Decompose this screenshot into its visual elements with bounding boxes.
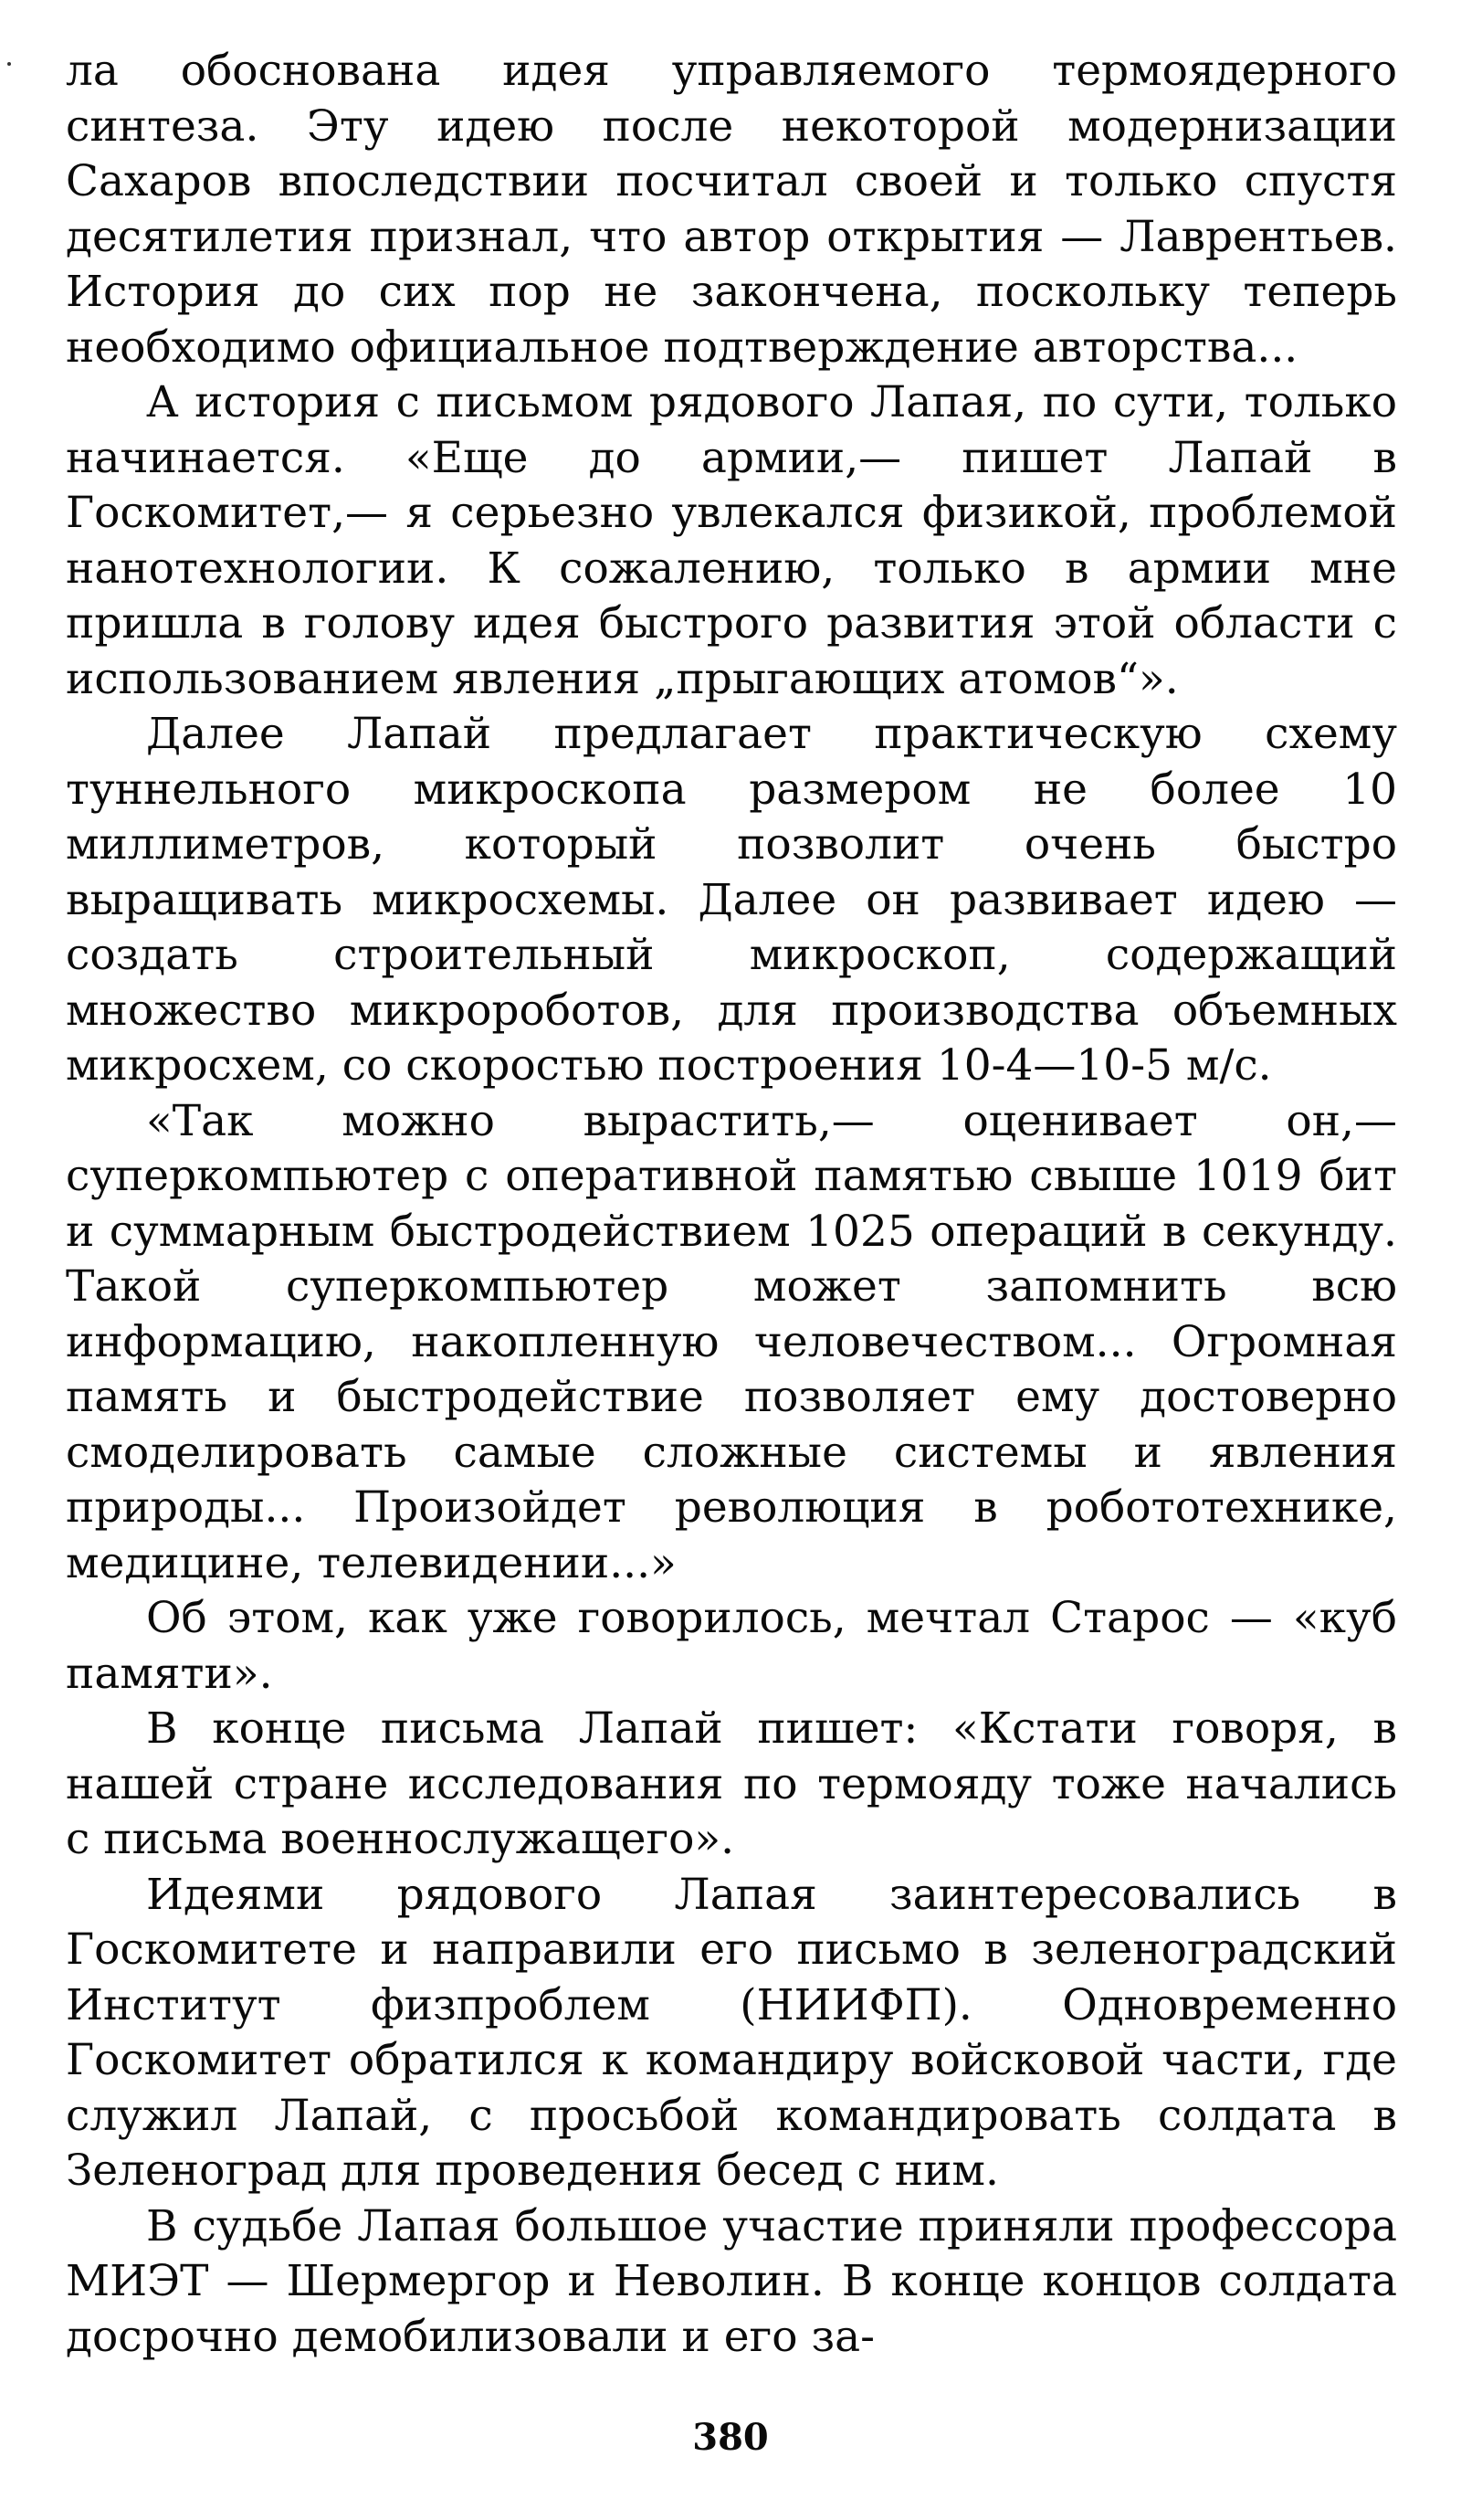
paragraph-7: Идеями рядового Лапая заинтересовались в Госкомитете и направили его письмо в зеленоградский Институт физпроблем (НИИФП). Одновременно Госкомитет обратился к командиру войсковой части, где служил Лапай, с просьбой командировать солдата в Зеленоград для проведения бесед с ним. [66,1869,1397,2196]
margin-speck [7,62,11,66]
page-number: 380 [692,2416,769,2459]
paragraph-8: В судьбе Лапая большое участие приняли профессора МИЭТ — Шермергор и Неволин. В конце концов солдата досрочно демобилизовали и его за- [66,2200,1397,2362]
paragraph-5: Об этом, как уже говорилось, мечтал Старос — «куб памяти». [66,1593,1397,1699]
paragraph-3: Далее Лапай предлагает практическую схему туннельного микроскопа размером не более 10 миллиметров, который позволит очень быстро выращивать микросхемы. Далее он развивает идею — создать строительный микроскоп, содержащий множество микророботов, для производства объемных микросхем, со скоростью построения 10-4—10-5 м/с. [66,709,1397,1091]
paragraph-1: ла обоснована идея управляемого термоядерного синтеза. Эту идею после некоторой модернизации Сахаров впоследствии посчитал своей и только спустя десятилетия признал, что автор открытия — Лаврентьев. История до сих пор не закончена, поскольку теперь необходимо официальное подтверждение авторства... [66,46,1397,373]
paragraph-2: А история с письмом рядового Лапая, по сути, только начинается. «Еще до армии,— пишет Лапай в Госкомитет,— я серьезно увлекался физикой, проблемой нанотехнологии. К сожалению, только в армии мне пришла в голову идея быстрого развития этой области с использованием явления „прыгающих атомов“». [66,377,1397,704]
paragraph-4: «Так можно вырастить,— оценивает он,— суперкомпьютер с оперативной памятью свыше 1019 бит и суммарным быстродействием 1025 операций в секунду. Такой суперкомпьютер может запомнить всю информацию, накопленную человечеством... Огромная память и быстродействие позволяет ему достоверно смоделировать самые сложные системы и явления природы... Произойдет революция в робототехнике, медицине, телевидении...» [66,1095,1397,1588]
page-body [66,44,1397,2365]
paragraph-6: В конце письма Лапай пишет: «Кстати говоря, в нашей стране исследования по термояду тоже начались с письма военнослужащего». [66,1703,1397,1864]
